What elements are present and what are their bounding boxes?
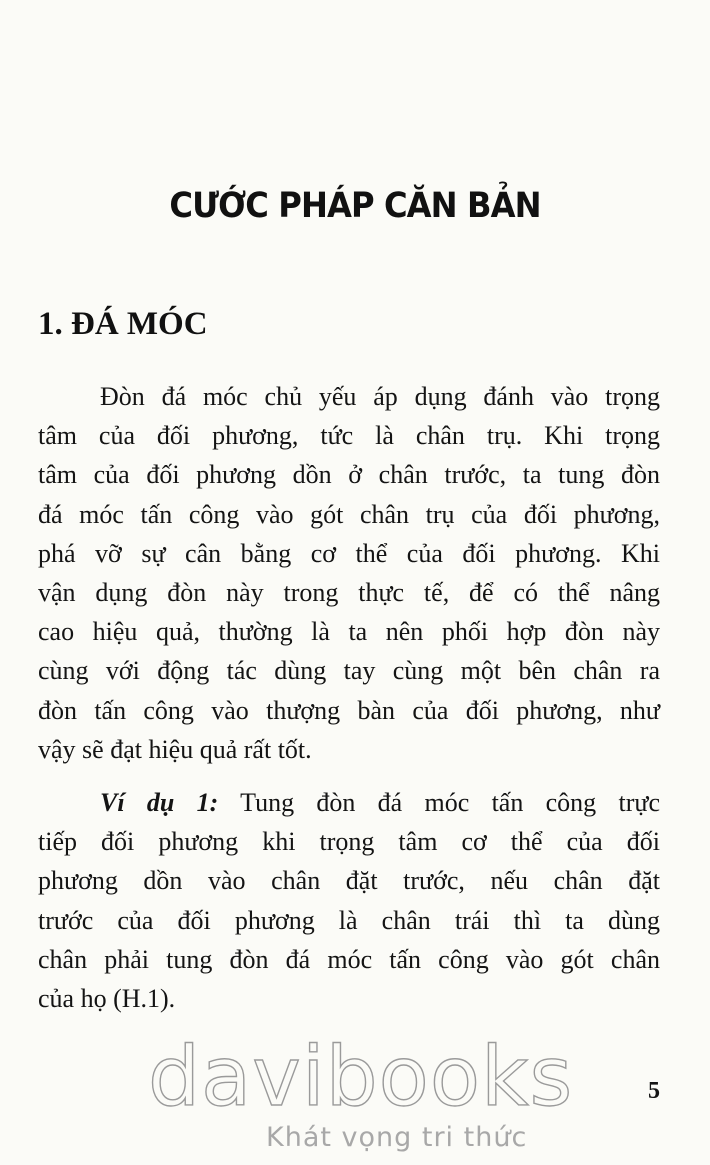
example-label: Ví dụ 1: — [100, 788, 219, 817]
text-line: đòn tấn công vào thượng bàn của đối phương, như — [38, 695, 660, 725]
page-number: 5 — [648, 1078, 660, 1104]
chapter-title: CƯỚC PHÁP CĂN BẢN — [169, 186, 541, 226]
text-line: cùng với động tác dùng tay cùng một bên chân ra — [38, 656, 660, 686]
paragraph-example-1 — [38, 783, 660, 1018]
text-line: cao hiệu quả, thường là ta nên phối hợp đòn này — [38, 617, 660, 647]
text-line: vận dụng đòn này trong thực tế, để có thể nâng — [38, 577, 660, 607]
text-line — [38, 783, 660, 822]
text-line: của họ (H.1). — [38, 983, 176, 1013]
watermark-logo: davibooks — [148, 1030, 574, 1125]
text-line: tiếp đối phương khi trọng tâm cơ thể của đối — [38, 827, 660, 857]
paragraph-intro — [38, 377, 660, 769]
text-line: Đòn đá móc chủ yếu áp dụng đánh vào trọng — [100, 382, 660, 411]
text-line: chân phải tung đòn đá móc tấn công vào gót chân — [38, 944, 660, 974]
watermark — [148, 1030, 574, 1160]
text-line: vậy sẽ đạt hiệu quả rất tốt. — [38, 734, 312, 764]
watermark-tagline: Khát vọng tri thức — [266, 1122, 528, 1153]
text-line: phá vỡ sự cân bằng cơ thể của đối phương. Khi — [38, 538, 660, 568]
section-heading: 1. ĐÁ MÓC — [38, 306, 208, 342]
text-line: trước của đối phương là chân trái thì ta dùng — [38, 905, 660, 935]
text-line: tâm của đối phương, tức là chân trụ. Khi trọng — [38, 421, 660, 451]
text-line: tâm của đối phương dồn ở chân trước, ta tung đòn — [38, 460, 660, 490]
text-line: phương dồn vào chân đặt trước, nếu chân đặt — [38, 866, 660, 896]
text-line: đá móc tấn công vào gót chân trụ của đối phương, — [38, 499, 660, 529]
text-line-rest: Tung đòn đá móc tấn công trực — [218, 788, 660, 817]
